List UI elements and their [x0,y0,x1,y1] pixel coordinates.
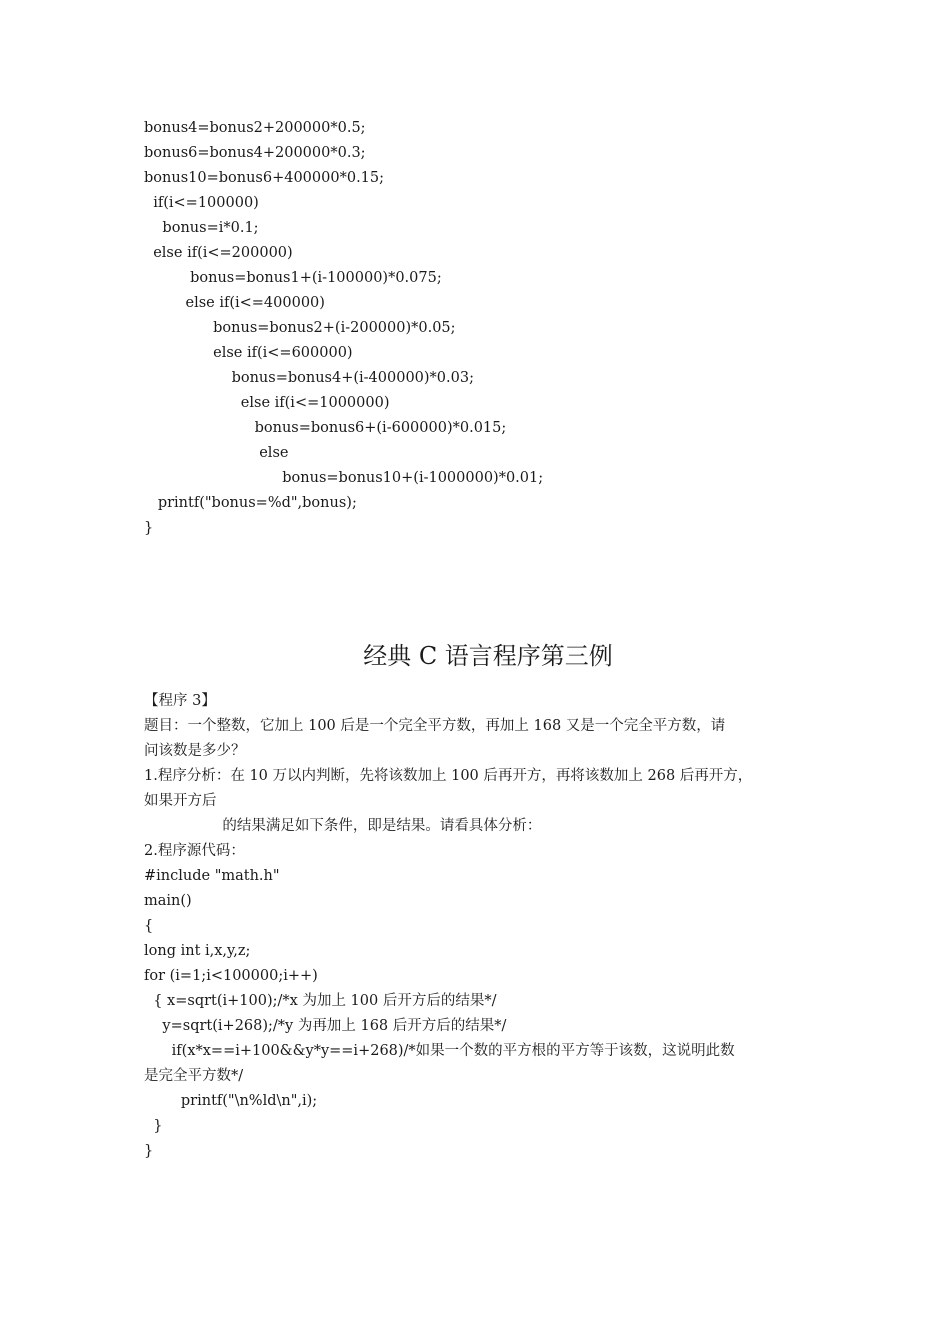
code-line: else if(i<=200000) [144,245,293,261]
code-line: printf("bonus=%d",bonus); [144,495,357,511]
section-title: 经典 C 语言程序第三例 [363,642,613,670]
code-line: { x=sqrt(i+100);/*x 为加上 100 后开方后的结果*/ [144,993,497,1009]
body-line: 的结果满足如下条件，即是结果。请看具体分析： [144,818,542,834]
code-line: long int i,x,y,z; [144,943,251,959]
code-line: if(i<=100000) [144,195,259,211]
body-line: 2.程序源代码： [144,843,245,859]
body-line: 1.程序分析：在 10 万以内判断，先将该数加上 100 后再开方，再将该数加上 268 后再开方， [144,768,753,784]
code-line: else if(i<=400000) [144,295,325,311]
code-line: bonus=bonus2+(i-200000)*0.05; [144,320,456,336]
body-line: 如果开方后 [144,793,217,809]
code-line: else if(i<=600000) [144,345,353,361]
code-line: { [144,918,154,934]
code-line: bonus4=bonus2+200000*0.5; [144,120,366,136]
code-line: else [144,445,289,461]
body-line: 【程序 3】 [144,693,216,709]
code-line: bonus=bonus10+(i-1000000)*0.01; [144,470,544,486]
code-line: else if(i<=1000000) [144,395,390,411]
code-line: #include "math.h" [144,868,280,884]
code-line: bonus=bonus4+(i-400000)*0.03; [144,370,474,386]
code-line: } [144,1143,154,1159]
code-line: } [144,520,154,536]
code-line: for (i=1;i<100000;i++) [144,968,318,984]
code-line: bonus=i*0.1; [144,220,259,236]
body-line: 题目：一个整数，它加上 100 后是一个完全平方数，再加上 168 又是一个完全平方数，请 [144,718,726,734]
code-line: bonus10=bonus6+400000*0.15; [144,170,385,186]
code-line: y=sqrt(i+268);/*y 为再加上 168 后开方后的结果*/ [144,1018,507,1034]
code-line: main() [144,893,192,909]
code-line: bonus6=bonus4+200000*0.3; [144,145,366,161]
code-line: 是完全平方数*/ [144,1068,244,1084]
code-line: printf("\n%ld\n",i); [144,1093,318,1109]
code-line: bonus=bonus1+(i-100000)*0.075; [144,270,442,286]
code-line: if(x*x==i+100&&y*y==i+268)/*如果一个数的平方根的平方等于该数，这说明此数 [144,1043,735,1059]
code-line: } [144,1118,163,1134]
code-line: bonus=bonus6+(i-600000)*0.015; [144,420,507,436]
body-line: 问该数是多少？ [144,743,246,759]
